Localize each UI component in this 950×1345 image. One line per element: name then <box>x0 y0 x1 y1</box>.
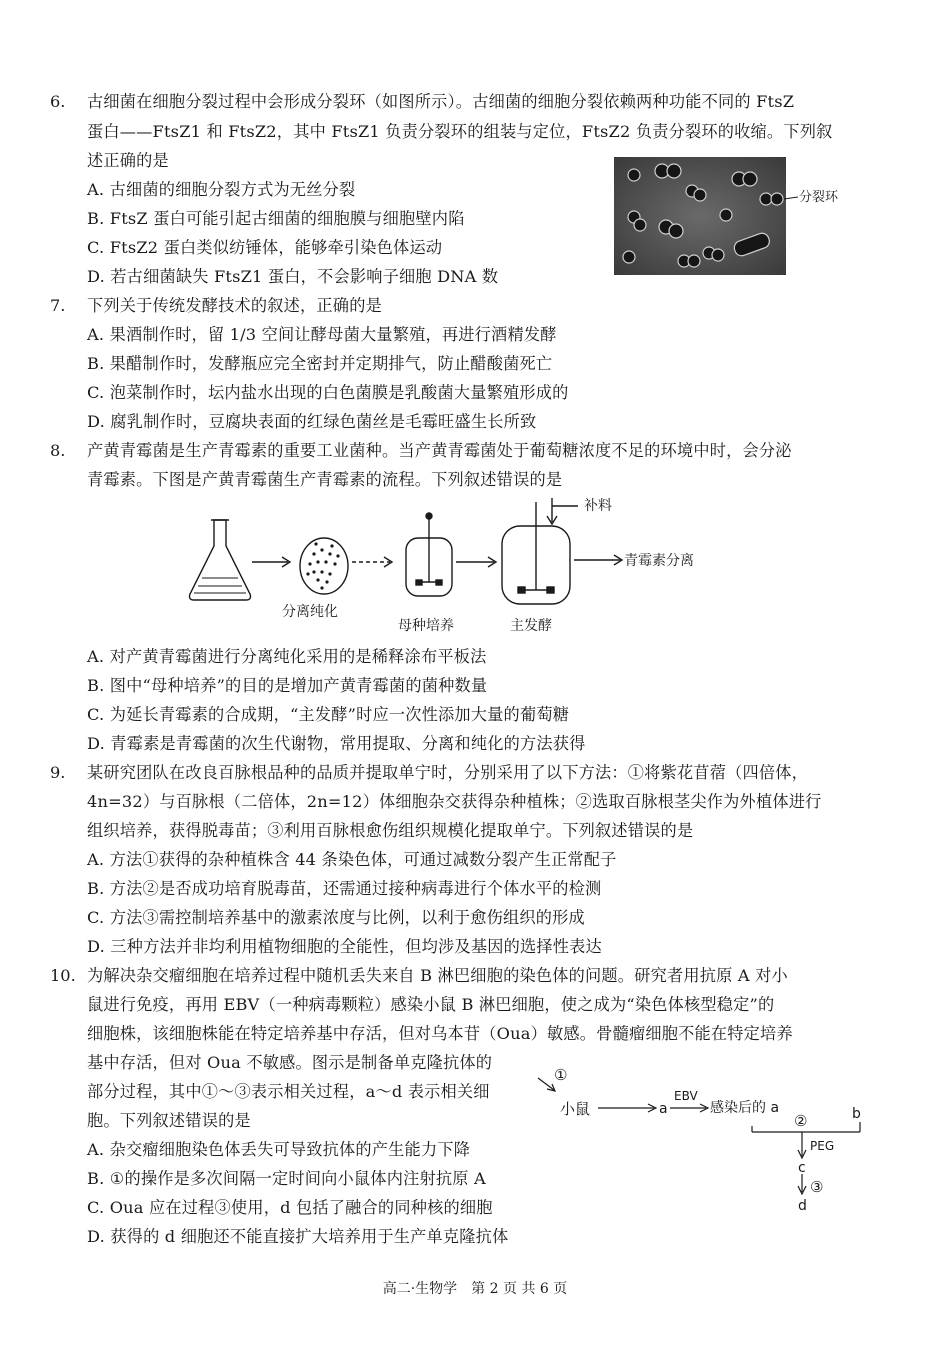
infected-a-label: 感染后的 a <box>710 1100 780 1116</box>
question-6-option-b: B. FtsZ 蛋白可能引起古细菌的细胞膜与细胞壁内陷 <box>87 209 465 228</box>
question-8-option-b: B. 图中“母种培养”的目的是增加产黄青霉菌的菌种数量 <box>87 676 488 695</box>
question-6-option-a: A. 古细菌的细胞分裂方式为无丝分裂 <box>87 180 356 199</box>
question-10-stem-line: 基中存活，但对 Oua 不敏感。图示是制备单克隆抗体的 <box>87 1053 493 1072</box>
question-10-stem-line: 胞。下列叙述错误的是 <box>87 1111 251 1130</box>
question-10-option-b: B. ①的操作是多次间隔一定时间向小鼠体内注射抗原 A <box>87 1169 486 1188</box>
question-9-option-d: D. 三种方法并非均利用植物细胞的全能性，但均涉及基因的选择性表达 <box>87 937 602 956</box>
cell-d-label: d <box>798 1198 807 1214</box>
question-7-option-a: A. 果酒制作时，留 1/3 空间让酵母菌大量繁殖，再进行酒精发酵 <box>87 325 557 344</box>
label-purify: 分离纯化 <box>282 604 338 620</box>
question-9-number: 9. <box>50 763 66 782</box>
ebv-label: EBV <box>674 1089 698 1103</box>
question-10-number: 10. <box>50 966 76 985</box>
question-6-stem-line: 古细菌在细胞分裂过程中会形成分裂环（如图所示）。古细菌的细胞分裂依赖两种功能不同的 FtsZ <box>87 92 795 111</box>
question-9-stem-line: 某研究团队在改良百脉根品种的品质并提取单宁时，分别采用了以下方法：①将紫花苜蓿（四倍体， <box>87 763 809 782</box>
question-7-option-c: C. 泡菜制作时，坛内盐水出现的白色菌膜是乳酸菌大量繁殖形成的 <box>87 383 569 402</box>
label-penicillin-separation: 青霉素分离 <box>624 553 694 569</box>
question-6-option-d: D. 若古细菌缺失 FtsZ1 蛋白，不会影响子细胞 DNA 数 <box>87 267 499 286</box>
question-7-option-d: D. 腐乳制作时，豆腐块表面的红绿色菌丝是毛霉旺盛生长所致 <box>87 412 537 431</box>
question-7-number: 7. <box>50 296 66 315</box>
question-6-stem-line: 蛋白——FtsZ1 和 FtsZ2，其中 FtsZ1 负责分裂环的组装与定位，FtsZ2 负责分裂环的收缩。下列叙 <box>87 122 833 141</box>
question-10-stem-line: 为解决杂交瘤细胞在培养过程中随机丢失来自 B 淋巴细胞的染色体的问题。研究者用抗原 A 对小 <box>87 966 788 985</box>
question-10-stem-line: 部分过程，其中①～③表示相关过程，a～d 表示相关细 <box>87 1082 490 1101</box>
question-6-option-c: C. FtsZ2 蛋白类似纺锤体，能够牵引染色体运动 <box>87 238 443 257</box>
question-10-option-c: C. Oua 应在过程③使用，d 包括了融合的同种核的细胞 <box>87 1198 493 1217</box>
label-feed: 补料 <box>584 498 612 514</box>
question-10-option-a: A. 杂交瘤细胞染色体丢失可导致抗体的产生能力下降 <box>87 1140 471 1159</box>
question-8-number: 8. <box>50 441 66 460</box>
peg-label: PEG <box>810 1139 835 1153</box>
step-2-label: ② <box>794 1112 808 1130</box>
question-8-option-a: A. 对产黄青霉菌进行分离纯化采用的是稀释涂布平板法 <box>87 647 487 666</box>
question-10-option-d: D. 获得的 d 细胞还不能直接扩大培养用于生产单克隆抗体 <box>87 1227 509 1246</box>
question-8-option-d: D. 青霉素是青霉菌的次生代谢物，常用提取、分离和纯化的方法获得 <box>87 734 586 753</box>
question-8-option-c: C. 为延长青霉素的合成期，“主发酵”时应一次性添加大量的葡萄糖 <box>87 705 570 724</box>
question-9-option-b: B. 方法②是否成功培育脱毒苗，还需通过接种病毒进行个体水平的检测 <box>87 879 602 898</box>
question-8-process-diagram <box>180 492 740 642</box>
question-6-stem-line: 述正确的是 <box>87 151 169 170</box>
question-10-stem-line: 细胞株，该细胞株能在特定培养基中存活，但对乌本苷（Oua）敏感。骨髓瘤细胞不能在特定培养 <box>87 1024 793 1043</box>
cell-c-label: c <box>798 1160 806 1176</box>
page-footer: 高二·生物学 第 2 页 共 6 页 <box>382 1281 568 1297</box>
question-6-number: 6. <box>50 92 66 111</box>
cell-b-label: b <box>852 1106 861 1122</box>
question-7-stem-line: 下列关于传统发酵技术的叙述，正确的是 <box>87 296 382 315</box>
cell-a-label: a <box>659 1101 668 1117</box>
flask-icon <box>190 520 251 600</box>
label-seed-culture: 母种培养 <box>398 618 454 634</box>
question-10-process-diagram <box>530 1060 880 1220</box>
main-fermenter-icon <box>502 498 578 604</box>
question-8-stem-line: 青霉素。下图是产黄青霉菌生产青霉素的流程。下列叙述错误的是 <box>87 470 563 489</box>
step-3-label: ③ <box>810 1178 824 1196</box>
question-9-stem-line: 4n=32）与百脉根（二倍体，2n=12）体细胞杂交获得杂种植株；②选取百脉根茎尖作为外植体进行 <box>87 792 822 811</box>
step-1-label: ① <box>554 1066 568 1084</box>
question-10-stem-line: 鼠进行免疫，再用 EBV（一种病毒颗粒）感染小鼠 B 淋巴细胞，使之成为“染色体核型稳定”的 <box>87 995 775 1014</box>
label-main-fermentation: 主发酵 <box>510 618 552 634</box>
division-ring-label: 分裂环 <box>799 190 839 205</box>
question-9-option-c: C. 方法③需控制培养基中的激素浓度与比例，以利于愈伤组织的形成 <box>87 908 585 927</box>
question-9-option-a: A. 方法①获得的杂种植株含 44 条染色体，可通过减数分裂产生正常配子 <box>87 850 617 869</box>
seed-fermenter-icon <box>406 513 452 596</box>
question-7-option-b: B. 果醋制作时，发酵瓶应完全密封并定期排气，防止醋酸菌死亡 <box>87 354 553 373</box>
question-8-stem-line: 产黄青霉菌是生产青霉素的重要工业菌种。当产黄青霉菌处于葡萄糖浓度不足的环境中时，会分泌 <box>87 441 792 460</box>
petri-dish-icon <box>300 538 348 594</box>
question-6-micrograph <box>614 157 874 275</box>
mouse-label: 小鼠 <box>560 1100 591 1118</box>
question-9-stem-line: 组织培养，获得脱毒苗；③利用百脉根愈伤组织规模化提取单宁。下列叙述错误的是 <box>87 821 694 840</box>
